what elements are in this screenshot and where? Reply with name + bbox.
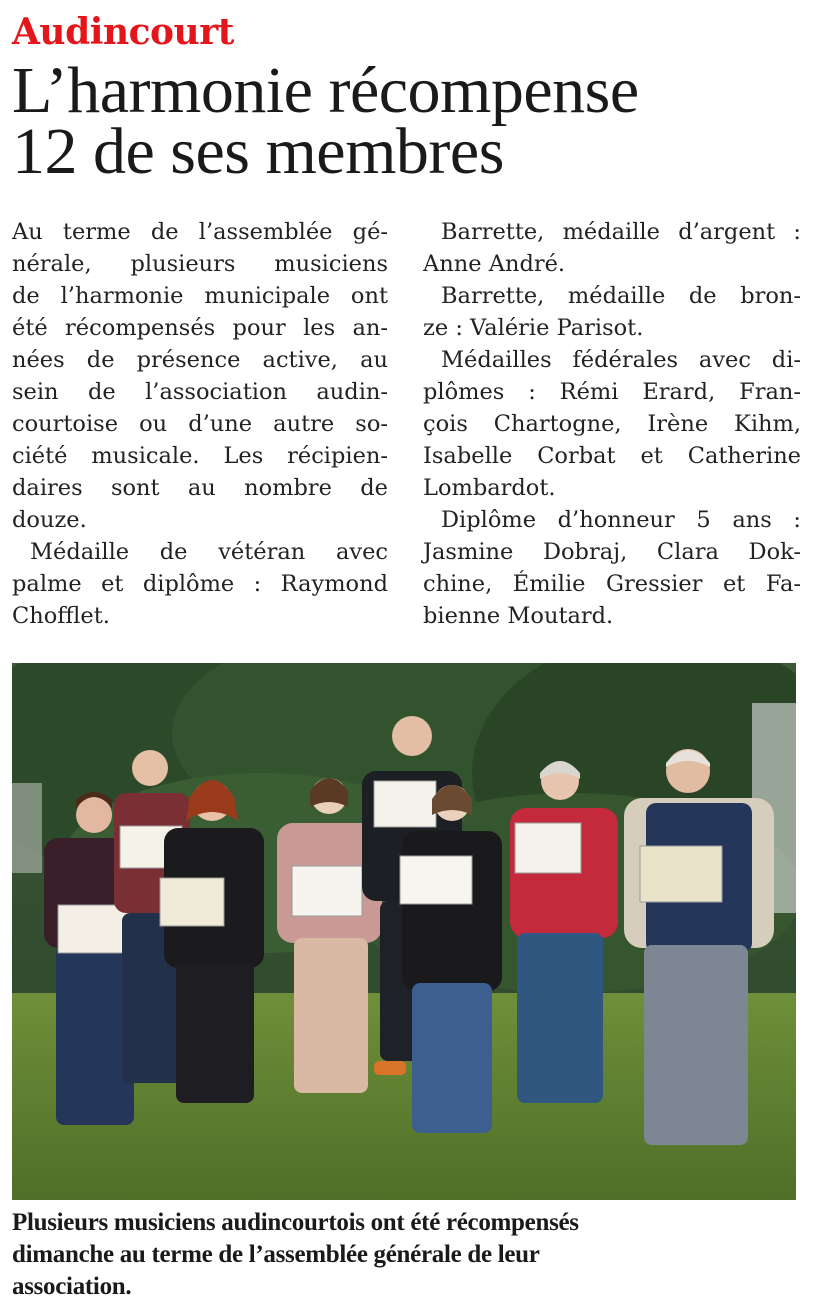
paragraph [12, 216, 388, 536]
text-line: douze. [12, 507, 87, 533]
paragraph [423, 344, 801, 504]
text-line: palme et diplôme : Raymond [12, 571, 388, 597]
text-line: Chofflet. [12, 603, 110, 629]
text-line: daires sont au nombre de [12, 475, 388, 501]
body-column-left [12, 216, 388, 632]
body-column-right [423, 216, 801, 632]
paragraph [12, 536, 388, 632]
paragraph [423, 216, 801, 280]
text-line: nérale, plusieurs musiciens [12, 251, 388, 277]
photo-caption [12, 1207, 812, 1303]
text-line: Jasmine Dobraj, Clara Dok- [423, 539, 801, 565]
text-line: ciété musicale. Les récipien- [12, 443, 388, 469]
paragraph [423, 504, 801, 632]
headline-line: L’harmonie récompense [12, 54, 639, 127]
text-line: Médaille de vétéran avec [30, 539, 388, 565]
section-kicker: Audincourt [12, 11, 234, 53]
text-line: Lombardot. [423, 475, 556, 501]
text-line: nées de présence active, au [12, 347, 388, 373]
text-line: de l’harmonie municipale ont [12, 283, 388, 309]
text-line: Diplôme d’honneur 5 ans : [441, 507, 801, 533]
text-line: Médailles fédérales avec di- [441, 347, 801, 373]
text-line: Anne André. [423, 251, 566, 277]
text-line: Barrette, médaille de bron- [441, 283, 801, 309]
caption-line: association. [12, 1273, 132, 1300]
text-line: chine, Émilie Gressier et Fa- [423, 571, 801, 597]
text-line: Barrette, médaille d’argent : [441, 219, 801, 245]
text-line: Au terme de l’assemblée gé- [12, 219, 388, 245]
text-line: ze : Valérie Parisot. [423, 315, 644, 341]
caption-line: Plusieurs musiciens audincourtois ont été récompensés [12, 1209, 579, 1236]
text-line: été récompensés pour les an- [12, 315, 388, 341]
caption-line: dimanche au terme de l’assemblée générale de leur [12, 1241, 540, 1268]
text-line: Isabelle Corbat et Catherine [423, 443, 801, 469]
group-photo [12, 663, 796, 1200]
text-line: courtoise ou d’une autre so- [12, 411, 388, 437]
headline [12, 54, 812, 188]
text-line: plômes : Rémi Erard, Fran- [423, 379, 801, 405]
text-line: çois Chartogne, Irène Kihm, [423, 411, 801, 437]
text-line: bienne Moutard. [423, 603, 614, 629]
text-line: sein de l’association audin- [12, 379, 388, 405]
paragraph [423, 280, 801, 344]
headline-line: 12 de ses membres [12, 115, 504, 188]
